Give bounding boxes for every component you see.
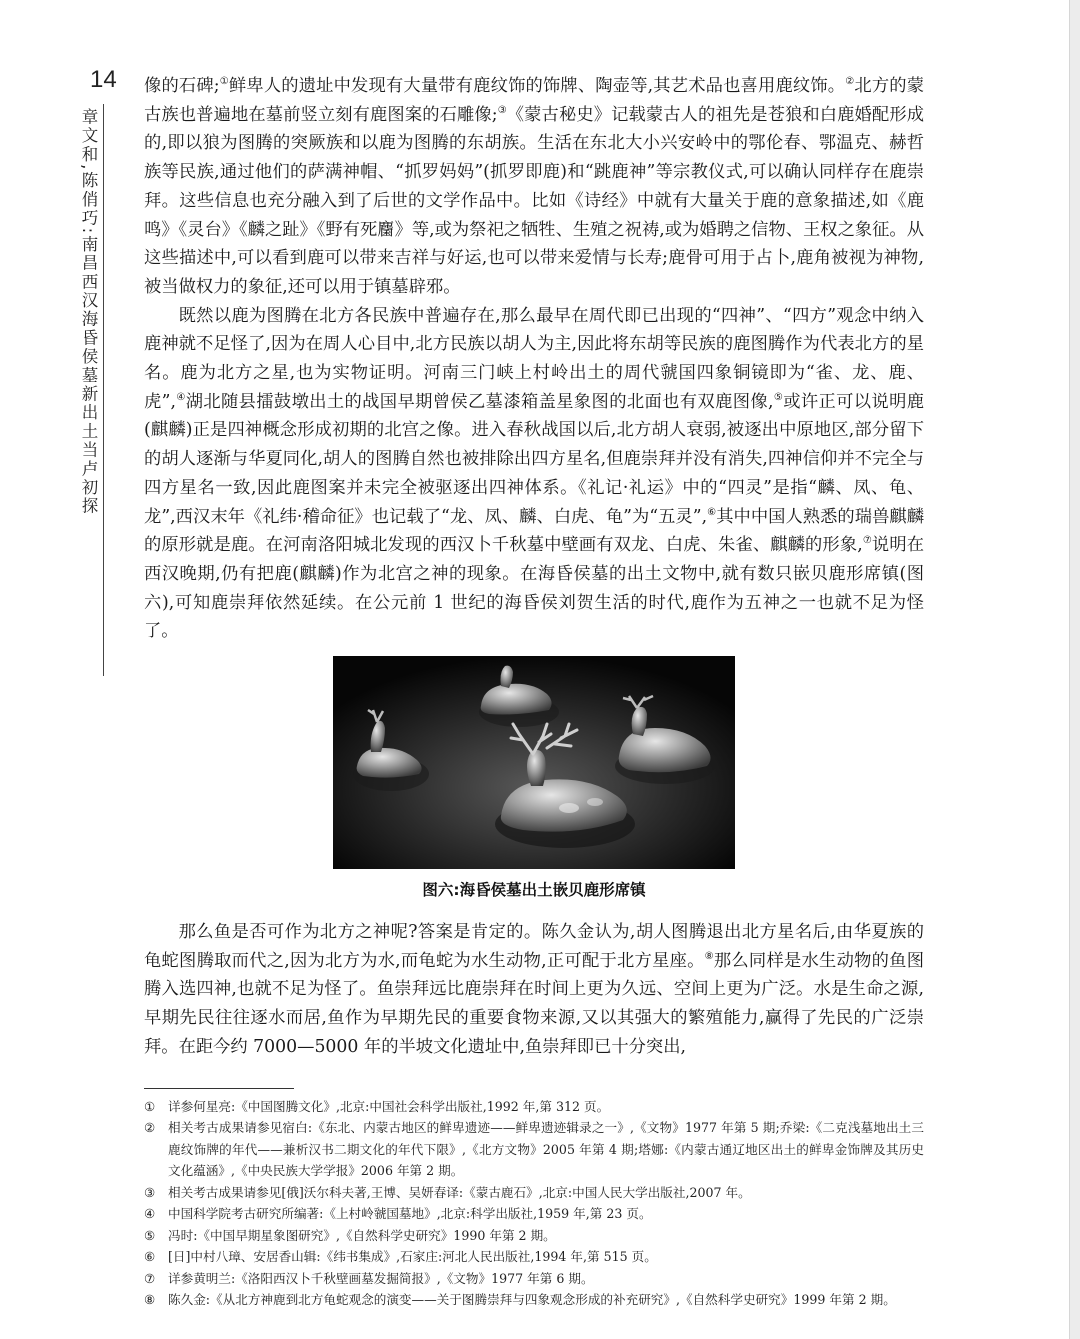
footnote xyxy=(144,1246,924,1268)
footnote-separator xyxy=(144,1088,294,1089)
paragraph-text: 或许正可以说明鹿(麒麟)正是四神概念形成初期的北宫之像。进入春秋战国以后,北方胡人衰弱,被逐出中原地区,部分留下的胡人逐渐与华夏同化,胡人的图腾自然也被排除出四方星名,但鹿崇拜并没有消失,四神信仰并不完全与四方星名一致,因此鹿图案并未完全被驱逐出四神体系。《礼记·礼运》中的“四灵”是指“麟、凤、龟、龙”,西汉末年《礼纬·稽命征》也记载了“龙、凤、麟、白虎、龟”为“五灵”, xyxy=(144,391,925,527)
footnote-number: ⑥ xyxy=(144,1249,156,1265)
footnote-text: 冯时:《中国早期星象图研究》,《自然科学史研究》1990 年第 2 期。 xyxy=(168,1227,556,1243)
body-paragraph xyxy=(144,72,924,302)
running-head: 章文和,陈俏巧:南昌西汉海昏侯墓新出土当卢初探 xyxy=(79,108,98,516)
footnote xyxy=(144,1117,924,1182)
footnotes xyxy=(144,1096,924,1311)
footnote-text: 中国科学院考古研究所编著:《上村岭虢国墓地》,北京:科学出版社,1959 年,第 23 页。 xyxy=(168,1206,652,1222)
footnote-marker[interactable]: ③ xyxy=(497,104,507,116)
footnote-marker[interactable]: ⑦ xyxy=(862,535,872,547)
footnote-marker[interactable]: ① xyxy=(219,76,229,88)
footnote-number: ④ xyxy=(144,1206,156,1222)
footnote-number: ⑤ xyxy=(144,1227,156,1243)
footnote xyxy=(144,1096,924,1118)
deer-weights-photo xyxy=(333,656,735,869)
footnote xyxy=(144,1225,924,1247)
footnote-text: 相关考古成果请参见[俄]沃尔科夫著,王博、吴妍春译:《蒙古鹿石》,北京:中国人民大学出版社,2007 年。 xyxy=(168,1184,751,1200)
paragraph-text: 《蒙古秘史》记载蒙古人的祖先是苍狼和白鹿婚配形成的,即以狼为图腾的突厥族和以鹿为图腾的东胡族。生活在东北大小兴安岭中的鄂伦春、鄂温克、赫哲族等民族,通过他们的萨满神帽、“抓罗妈妈”(抓罗即鹿)和“跳鹿神”等宗教仪式,可以确认同样存在鹿崇拜。这些信息也充分融入到了后世的文学作品中。比如《诗经》中就有大量关于鹿的意象描述,如《鹿鸣》《灵台》《麟之趾》《野有死麕》等,或为祭祀之牺牲、生殖之祝祷,或为婚聘之信物、王权之象征。从这些描述中,可以看到鹿可以带来吉祥与好运,也可以带来爱情与长寿;鹿骨可用于占卜,鹿角被视为神物,被当做权力的象征,还可以用于镇墓辟邪。 xyxy=(144,104,924,297)
paragraph-text: 那么鱼是否可作为北方之神呢?答案是肯定的。陈久金认为,胡人图腾退出北方星名后,由华夏族的龟蛇图腾取而代之,因为北方为水,而龟蛇为水生动物,正可配于北方星座。 xyxy=(144,922,924,971)
footnote xyxy=(144,1203,924,1225)
page-edge xyxy=(1069,0,1080,1339)
page-number: 14 xyxy=(90,66,117,93)
footnote-marker[interactable]: ⑧ xyxy=(704,951,714,962)
footnote-number: ⑧ xyxy=(144,1292,156,1308)
footnote-number: ① xyxy=(144,1098,156,1114)
paragraph-text: 鲜卑人的遗址中发现有大量带有鹿纹饰的饰牌、陶壶等,其艺术品也喜用鹿纹饰。 xyxy=(228,76,846,96)
paragraph-text: 那么同样是水生动物的鱼图腾入选四神,也就不足为怪了。鱼崇拜远比鹿崇拜在时间上更为久远、空间上更为广泛。水是生命之源,早期先民往往逐水而居,鱼作为早期先民的重要食物来源,又以其强大的繁殖能力,赢得了先民的广泛崇拜。在距今约 7000—5000 年的半坡文化遗址中,鱼崇拜即已十分突出, xyxy=(144,950,924,1057)
footnote-number: ⑦ xyxy=(144,1270,156,1286)
footnote-marker[interactable]: ② xyxy=(845,76,855,88)
footnote-number: ③ xyxy=(144,1184,156,1200)
footnote-marker[interactable]: ⑥ xyxy=(707,506,717,518)
footnote-text: 详参何星亮:《中国图腾文化》,北京:中国社会科学出版社,1992 年,第 312 页。 xyxy=(168,1098,610,1114)
footnote-number: ② xyxy=(144,1120,156,1136)
paragraph-text: 其中中国人熟悉的瑞兽麒麟的原形就是鹿。在河南洛阳城北发现的西汉卜千秋墓中壁画有双龙、白虎、朱雀、麒麟的形象, xyxy=(144,506,924,556)
footnote-text: 陈久金:《从北方神鹿到北方龟蛇观念的演变——关于图腾崇拜与四象观念形成的补充研究》,《自然科学史研究》1999 年第 2 期。 xyxy=(168,1292,896,1308)
paragraph-text: 湖北随县擂鼓墩出土的战国早期曾侯乙墓漆箱盖星象图的北面也有双鹿图像, xyxy=(185,391,774,412)
paragraph-text: 既然以鹿为图腾在北方各民族中普遍存在,那么最早在周代即已出现的“四神”、“四方”观念中纳入鹿神就不足怪了,因为在周人心目中,北方民族以胡人为主,因此将东胡等民族的鹿图腾作为代表北方的星名。鹿为北方之星,也为实物证明。河南三门峡上村岭出土的周代虢国四象铜镜即为“雀、龙、鹿、虎”, xyxy=(144,305,924,412)
footnote-text: [日]中村八璋、安居香山辑:《纬书集成》,石家庄:河北人民出版社,1994 年,第 515 页。 xyxy=(168,1249,657,1265)
footnote-marker[interactable]: ⑤ xyxy=(773,391,784,403)
footnote-marker[interactable]: ④ xyxy=(175,391,186,403)
footnote xyxy=(144,1289,924,1311)
figure-caption: 图六:海昏侯墓出土嵌贝鹿形席镇 xyxy=(422,881,646,900)
article-body xyxy=(144,72,924,1311)
paragraph-text: 像的石碑; xyxy=(144,76,220,96)
footnote-text: 详参黄明兰:《洛阳西汉卜千秋壁画墓发掘简报》,《文物》1977 年第 6 期。 xyxy=(168,1270,594,1286)
paragraph-text: 北方的蒙古族也普遍地在墓前竖立刻有鹿图案的石雕像; xyxy=(144,76,924,125)
body-paragraph xyxy=(144,918,924,1062)
footnote xyxy=(144,1182,924,1204)
footnote-text: 相关考古成果请参见宿白:《东北、内蒙古地区的鲜卑遗迹——鲜卑遗迹辑录之一》,《文物》1977 年第 5 期;乔梁:《二克浅墓地出土三鹿纹饰牌的年代——兼析汉书二期文化的年代下限》,《北方文物》2005 年第 4 期;塔娜:《内蒙古通辽地区出土的鲜卑金饰牌及其历史文化蕴涵》,《中央民族大学学报》2006 年第 2 期。 xyxy=(168,1120,924,1179)
side-rule xyxy=(103,104,104,676)
body-paragraph xyxy=(144,302,924,646)
figure xyxy=(144,656,924,900)
paragraph-text: 说明在西汉晚期,仍有把鹿(麒麟)作为北宫之神的现象。在海昏侯墓的出土文物中,就有数只嵌贝鹿形席镇(图六),可知鹿崇拜依然延续。在公元前 1 世纪的海昏侯刘贺生活的时代,鹿作为五神之一也就不足为怪了。 xyxy=(144,535,924,642)
footnote xyxy=(144,1268,924,1290)
